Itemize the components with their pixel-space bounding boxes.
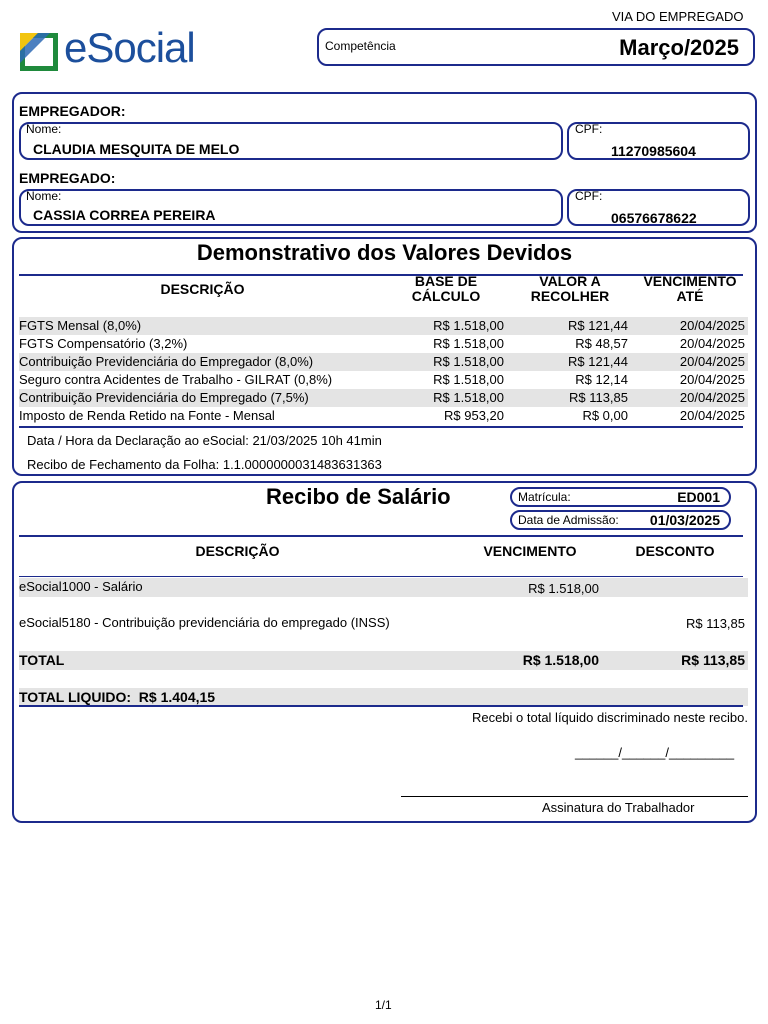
dem-row-desc: Contribuição Previdenciária do Empregador (8,0%) xyxy=(19,354,314,369)
dem-row-venc: 20/04/2025 xyxy=(679,354,745,369)
dem-row-desc: Contribuição Previdenciária do Empregado (7,5%) xyxy=(19,390,309,405)
empregado-nome: CASSIA CORREA PEREIRA xyxy=(33,207,216,223)
dem-row-valor: R$ 113,85 xyxy=(568,390,628,405)
page-number: 1/1 xyxy=(375,998,392,1012)
matricula-label: Matrícula: xyxy=(518,490,571,504)
rec-row-desc: eSocial1000 - Salário xyxy=(19,579,143,594)
assinatura-label: Assinatura do Trabalhador xyxy=(542,800,695,815)
dem-row-valor: R$ 121,44 xyxy=(568,318,628,333)
logo-text: eSocial xyxy=(64,24,195,71)
recibo-title: Recibo de Salário xyxy=(266,484,451,509)
dem-row-valor: R$ 0,00 xyxy=(582,408,628,423)
rec-row-desc: eSocial5180 - Contribuição previdenciária do empregado (INSS) xyxy=(19,615,390,630)
competencia-box xyxy=(317,28,755,66)
empregado-label: EMPREGADO: xyxy=(19,170,116,186)
dem-row-venc: 20/04/2025 xyxy=(679,372,745,387)
dem-row-desc: Seguro contra Acidentes de Trabalho - GILRAT (0,8%) xyxy=(19,372,333,387)
total-vencimento: R$ 1.518,00 xyxy=(522,652,599,668)
rec-col-descricao: DESCRIÇÃO xyxy=(195,543,280,559)
empregado-nome-box xyxy=(19,189,563,226)
dem-row-base: R$ 1.518,00 xyxy=(433,336,504,351)
admissao-box xyxy=(510,510,731,530)
admissao-label: Data de Admissão: xyxy=(518,513,619,527)
empregador-nome-label: Nome: xyxy=(26,122,62,136)
dem-row-base: R$ 1.518,00 xyxy=(433,390,504,405)
dem-col-valor-line1: VALOR A xyxy=(539,273,601,289)
recibo-header-rule xyxy=(19,535,743,537)
liquido-rule xyxy=(19,705,743,707)
dem-row-desc: FGTS Mensal (8,0%) xyxy=(19,318,142,333)
dem-col-base-line1: BASE DE xyxy=(414,273,478,289)
dem-row-base: R$ 1.518,00 xyxy=(433,354,504,369)
dem-col-base xyxy=(396,274,496,304)
dem-row-base: R$ 953,20 xyxy=(444,408,504,423)
total-liquido-label: TOTAL LIQUIDO: xyxy=(19,689,131,705)
empregado-cpf: 06576678622 xyxy=(611,210,697,226)
empregador-cpf: 11270985604 xyxy=(611,143,696,159)
dem-row-desc: Imposto de Renda Retido na Fonte - Mensal xyxy=(19,408,275,423)
signature-line xyxy=(401,796,748,797)
rec-col-vencimento: VENCIMENTO xyxy=(483,543,577,559)
dem-row-venc: 20/04/2025 xyxy=(679,408,745,423)
dem-row-venc: 20/04/2025 xyxy=(679,318,745,333)
date-line: ______/______/_________ xyxy=(575,745,735,760)
esocial-logo xyxy=(18,24,198,74)
recibo-header-bottom-rule xyxy=(19,576,743,577)
total-label: TOTAL xyxy=(19,652,65,668)
dem-row-valor: R$ 48,57 xyxy=(575,336,628,351)
total-liquido-value: R$ 1.404,15 xyxy=(138,689,216,705)
total-desconto: R$ 113,85 xyxy=(681,652,745,668)
empregador-nome-box xyxy=(19,122,563,160)
demonstrativo-bottom-rule xyxy=(19,426,743,428)
dem-row-valor: R$ 12,14 xyxy=(575,372,628,387)
total-liquido xyxy=(19,689,215,705)
dem-row-valor: R$ 121,44 xyxy=(568,354,628,369)
dem-col-valor-line2: RECOLHER xyxy=(530,288,610,304)
esocial-logo-icon xyxy=(18,29,62,73)
declaracao-text: Data / Hora da Declaração ao eSocial: 21/03/2025 10h 41min xyxy=(27,433,382,448)
matricula-box xyxy=(510,487,731,507)
rec-row-desconto: R$ 113,85 xyxy=(685,616,745,631)
dem-col-descricao: DESCRIÇÃO xyxy=(160,281,245,297)
dem-col-venc-line2: ATÉ xyxy=(676,288,704,304)
competencia-label: Competência xyxy=(325,39,396,53)
rec-col-desconto: DESCONTO xyxy=(635,543,715,559)
via-label: VIA DO EMPREGADO xyxy=(612,9,744,24)
dem-row-base: R$ 1.518,00 xyxy=(433,318,504,333)
demonstrativo-title: Demonstrativo dos Valores Devidos xyxy=(196,240,573,265)
dem-col-vencimento xyxy=(634,274,746,304)
empregador-nome: CLAUDIA MESQUITA DE MELO xyxy=(33,141,240,157)
dem-row-base: R$ 1.518,00 xyxy=(433,372,504,387)
empregado-cpf-label: CPF: xyxy=(575,189,603,203)
dem-row-desc: FGTS Compensatório (3,2%) xyxy=(19,336,188,351)
empregado-cpf-box xyxy=(567,189,750,226)
dem-col-base-line2: CÁLCULO xyxy=(411,288,481,304)
rec-row-venc: R$ 1.518,00 xyxy=(528,581,599,596)
empregador-label: EMPREGADOR: xyxy=(19,103,126,119)
competencia-value: Março/2025 xyxy=(619,35,739,60)
recibo-fechamento-text: Recibo de Fechamento da Folha: 1.1.0000000031483631363 xyxy=(27,457,382,472)
empregado-nome-label: Nome: xyxy=(26,189,62,203)
dem-col-venc-line1: VENCIMENTO xyxy=(643,273,737,289)
empregador-cpf-box xyxy=(567,122,750,160)
dem-row-venc: 20/04/2025 xyxy=(679,390,745,405)
dem-row-venc: 20/04/2025 xyxy=(679,336,745,351)
matricula-value: ED001 xyxy=(677,489,720,505)
admissao-value: 01/03/2025 xyxy=(649,512,720,528)
recebi-text: Recebi o total líquido discriminado neste recibo. xyxy=(471,710,748,725)
empregador-cpf-label: CPF: xyxy=(575,122,603,136)
dem-col-valor xyxy=(515,274,625,304)
